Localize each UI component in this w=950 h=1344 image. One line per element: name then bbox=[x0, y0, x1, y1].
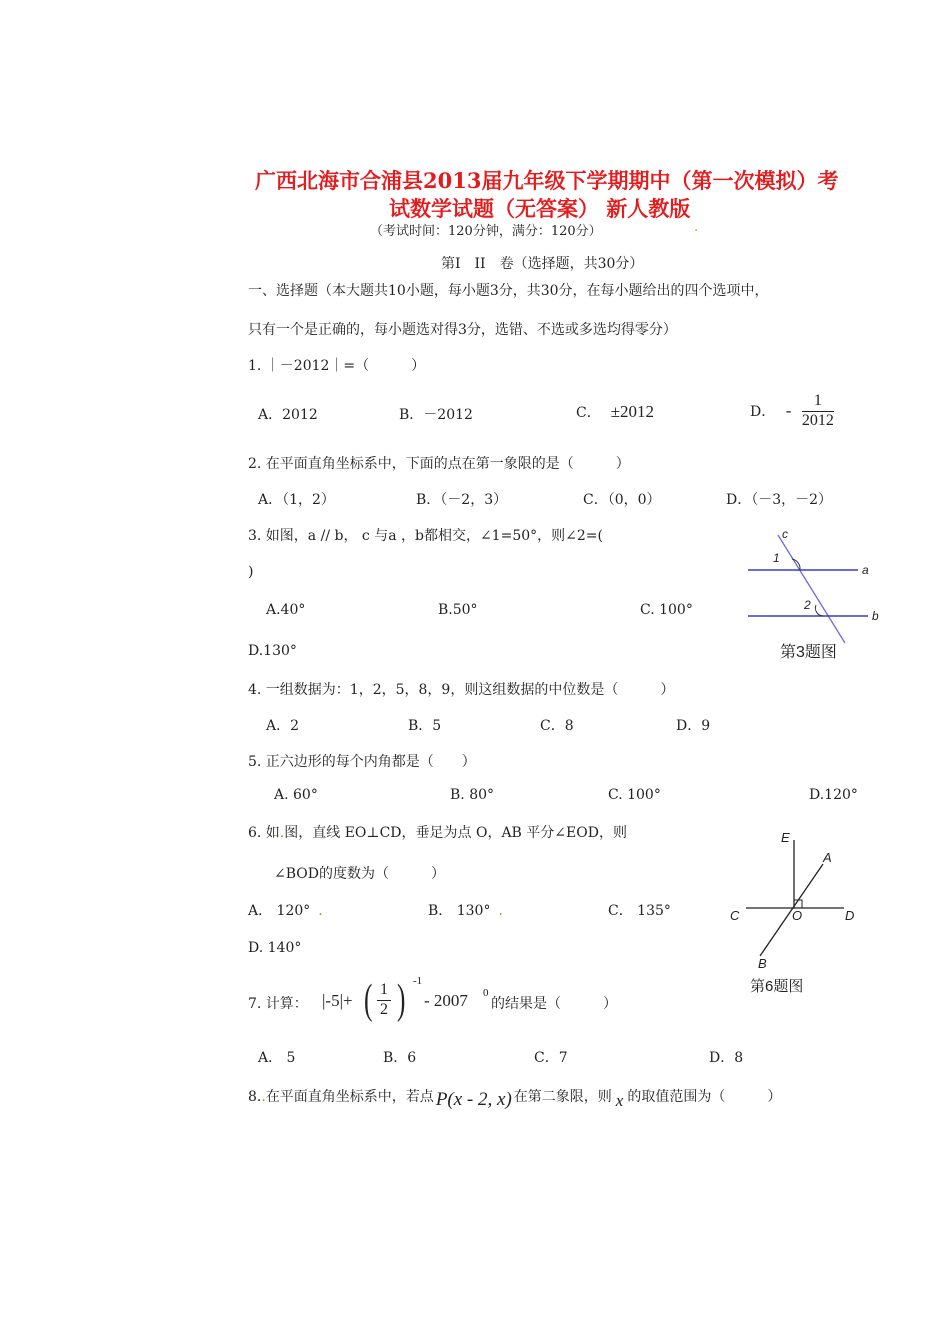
question-6-stem: 6. 如.图，直线 EO⊥CD，垂足为点 O，AB 平分∠EOD，则 bbox=[248, 825, 627, 841]
question-6-stem-line-2: ∠BOD的度数为（ ） bbox=[274, 866, 445, 882]
question-1-option-d: D． - $\frac{1}{2012}$ bbox=[750, 392, 834, 429]
fraction-1-over-2012: $\frac{1}{2012}$ bbox=[801, 392, 834, 429]
question-3-option-b: B.50° bbox=[438, 602, 478, 618]
question-2-option-c: C．（0，0） bbox=[583, 492, 661, 508]
question-2-option-b: B．（－2，3） bbox=[416, 492, 508, 508]
question-6-option-d: D. 140° bbox=[248, 940, 302, 956]
question-3-stem: 3. 如图，a // b， c 与a ，b都相交，∠1=50°，则∠2=( bbox=[248, 528, 603, 544]
title-line-2: 试数学试题（无答案） 新人教版 bbox=[389, 196, 691, 221]
question-3-figure bbox=[740, 525, 890, 665]
question-5-option-a: A. 60° bbox=[274, 787, 318, 803]
question-5-stem: 5. 正六边形的每个内角都是（ ） bbox=[248, 754, 476, 770]
question-6-figure bbox=[720, 826, 870, 998]
question-3-option-c: C. 100° bbox=[640, 602, 693, 618]
label-O: O bbox=[792, 908, 803, 923]
question-1-option-a: A．2012 bbox=[258, 407, 318, 423]
question-4-option-b: B．5 bbox=[408, 718, 442, 734]
question-7-option-d: D．8 bbox=[709, 1050, 744, 1066]
question-4-stem: 4. 一组数据为：1，2，5，8，9，则这组数据的中位数是（ ） bbox=[248, 682, 675, 698]
label-C: C bbox=[730, 908, 740, 923]
question-3-option-a: A.40° bbox=[266, 602, 306, 618]
title-line-1: 广西北海市合浦县2013届九年级下学期期中（第一次模拟）考 bbox=[255, 168, 839, 193]
question-7-option-b: B．6 bbox=[383, 1050, 417, 1066]
label-b: b bbox=[872, 609, 879, 623]
label-a: a bbox=[862, 563, 869, 577]
instructions-line-2: 只有一个是正确的，每小题选对得3分，选错、不选或多选均得零分） bbox=[248, 322, 677, 338]
volume-title: 第I II 卷（选择题，共30分） bbox=[441, 256, 644, 272]
decoration-dot: . bbox=[694, 220, 699, 235]
label-E: E bbox=[781, 830, 790, 845]
figure-3-caption: 第3题图 bbox=[780, 644, 837, 661]
label-1: 1 bbox=[773, 551, 780, 565]
question-2-stem: 2. 在平面直角坐标系中，下面的点在第一象限的是（ ） bbox=[248, 456, 630, 472]
fraction-one-half: $\frac{1}{2}$ bbox=[377, 981, 391, 1019]
question-5-option-d: D.120° bbox=[809, 787, 858, 803]
question-3-stem-end: ) bbox=[248, 564, 254, 580]
point-p-expression: P(x - 2, x) bbox=[435, 1089, 512, 1110]
instructions-line-1: 一、选择题（本大题共10小题，每小题3分，共30分，在每小题给出的四个选项中， bbox=[248, 283, 769, 299]
label-2: 2 bbox=[804, 598, 811, 612]
label-D: D bbox=[845, 908, 855, 923]
question-1-stem: 1. ｜－2012｜=（ ） bbox=[248, 358, 426, 374]
label-B: B bbox=[758, 956, 767, 971]
question-4-option-c: C．8 bbox=[540, 718, 574, 734]
question-2-option-a: A．（1，2） bbox=[258, 492, 335, 508]
question-7-option-c: C．7 bbox=[534, 1050, 568, 1066]
question-1-option-b: B．－2012 bbox=[399, 407, 473, 423]
question-5-option-c: C. 100° bbox=[608, 787, 661, 803]
question-8-stem: 8..在平面直角坐标系中，若点 P(x - 2, x) 在第二象限，则 x 的取值范围为（ ） bbox=[248, 1089, 782, 1110]
question-6-option-b: B． 130° . bbox=[428, 903, 503, 919]
figure-6-caption: 第6题图 bbox=[750, 978, 804, 995]
label-A: A bbox=[823, 850, 832, 865]
label-c: c bbox=[782, 527, 788, 541]
question-5-option-b: B. 80° bbox=[450, 787, 495, 803]
question-2-option-d: D．（－3，－2） bbox=[726, 492, 833, 508]
question-6-option-a: A． 120° . bbox=[248, 903, 323, 919]
question-4-option-d: D．9 bbox=[676, 718, 711, 734]
question-1-option-c: C． ±2012 bbox=[576, 402, 655, 421]
question-4-option-a: A．2 bbox=[266, 718, 300, 734]
transversal-line-c bbox=[778, 535, 845, 643]
exam-info: （考试时间：120分钟，满分：120分） bbox=[370, 224, 602, 239]
question-6-option-c: C． 135° bbox=[608, 903, 671, 919]
question-3-option-d: D.130° bbox=[248, 643, 297, 659]
question-7-option-a: A． 5 bbox=[258, 1050, 296, 1066]
decoration-dot: . bbox=[279, 825, 285, 841]
